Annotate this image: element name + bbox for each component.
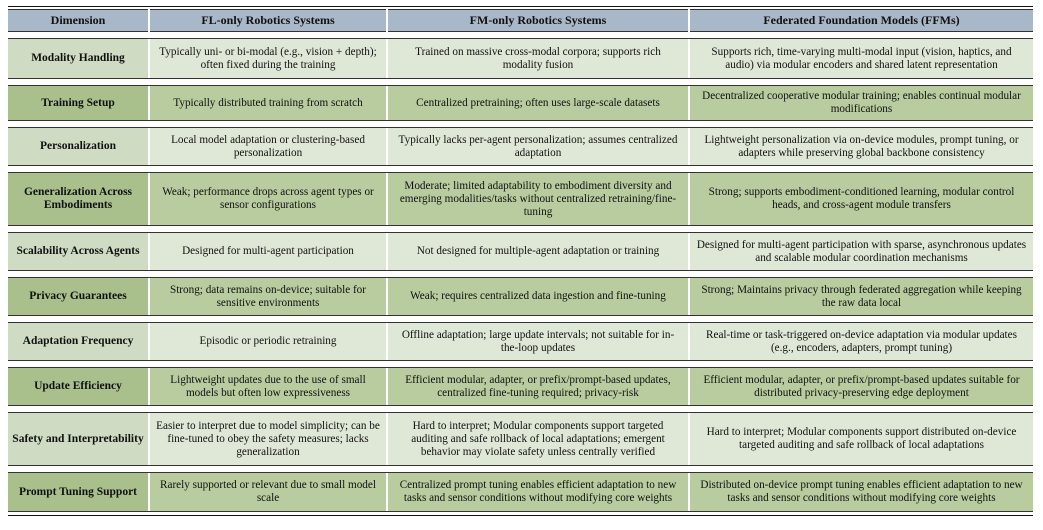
row-dimension: Prompt Tuning Support — [8, 473, 148, 511]
row-dimension: Training Setup — [8, 86, 148, 120]
header-fm-only: FM-only Robotics Systems — [388, 9, 688, 32]
cell-fl: Designed for multi-agent participation — [150, 233, 386, 270]
table-row — [8, 232, 1033, 271]
cell-fm: Centralized pretraining; often uses large-scale datasets — [388, 86, 688, 120]
row-dimension: Update Efficiency — [8, 368, 148, 405]
table-row — [8, 322, 1033, 361]
cell-fl: Typically distributed training from scratch — [150, 86, 386, 120]
table-row — [8, 172, 1033, 226]
header-ffm: Federated Foundation Models (FFMs) — [690, 9, 1033, 32]
table-row — [8, 127, 1033, 166]
cell-ffm: Strong; supports embodiment-conditioned learning, modular control heads, and cross-agent module transfers — [690, 173, 1033, 225]
cell-ffm: Designed for multi-agent participation with sparse, asynchronous updates and scalable modular coordination mechanisms — [690, 233, 1033, 270]
header-dimension: Dimension — [8, 9, 148, 32]
row-dimension: Privacy Guarantees — [8, 278, 148, 315]
row-dimension: Safety and Interpretability — [8, 413, 148, 465]
table-row — [8, 277, 1033, 316]
table-row — [8, 412, 1033, 466]
cell-fl: Episodic or periodic retraining — [150, 323, 386, 360]
table-row — [8, 472, 1033, 512]
table-row — [8, 367, 1033, 406]
cell-ffm: Hard to interpret; Modular components support distributed on-device targeted auditing and safe rollback of local adaptations — [690, 413, 1033, 465]
table-bottom-rule — [8, 515, 1033, 516]
cell-ffm: Lightweight personalization via on-device modules, prompt tuning, or adapters while preserving global backbone consistency — [690, 128, 1033, 165]
cell-fm: Not designed for multiple-agent adaptation or training — [388, 233, 688, 270]
row-dimension: Generalization Across Embodiments — [8, 173, 148, 225]
row-dimension: Modality Handling — [8, 39, 148, 78]
table-row — [8, 85, 1033, 121]
cell-fm: Centralized prompt tuning enables efficient adaptation to new tasks and sensor conditions without modifying core weights — [388, 473, 688, 511]
row-dimension: Personalization — [8, 128, 148, 165]
cell-fm: Offline adaptation; large update intervals; not suitable for in-the-loop updates — [388, 323, 688, 360]
cell-fl: Weak; performance drops across agent types or sensor configurations — [150, 173, 386, 225]
cell-ffm: Decentralized cooperative modular training; enables continual modular modifications — [690, 86, 1033, 120]
cell-ffm: Efficient modular, adapter, or prefix/prompt-based updates suitable for distributed privacy-preserving edge deployment — [690, 368, 1033, 405]
row-dimension: Adaptation Frequency — [8, 323, 148, 360]
cell-fm: Moderate; limited adaptability to embodiment diversity and emerging modalities/tasks without centralized retraining/fine-tuning — [388, 173, 688, 225]
cell-fm: Trained on massive cross-modal corpora; supports rich modality fusion — [388, 39, 688, 78]
cell-fl: Lightweight updates due to the use of small models but often low expressiveness — [150, 368, 386, 405]
cell-ffm: Strong; Maintains privacy through federated aggregation while keeping the raw data local — [690, 278, 1033, 315]
cell-fm: Typically lacks per-agent personalization; assumes centralized adaptation — [388, 128, 688, 165]
cell-ffm: Real-time or task-triggered on-device adaptation via modular updates (e.g., encoders, adapters, prompt tuning) — [690, 323, 1033, 360]
cell-ffm: Supports rich, time-varying multi-modal input (vision, haptics, and audio) via modular encoders and shared latent representation — [690, 39, 1033, 78]
comparison-table — [8, 6, 1033, 516]
cell-fl: Rarely supported or relevant due to small model scale — [150, 473, 386, 511]
cell-fl: Strong; data remains on-device; suitable for sensitive environments — [150, 278, 386, 315]
cell-fl: Typically uni- or bi-modal (e.g., vision + depth); often fixed during the training — [150, 39, 386, 78]
table-row — [8, 38, 1033, 79]
cell-fl: Easier to interpret due to model simplicity; can be fine-tuned to obey the safety measures; lacks generalization — [150, 413, 386, 465]
cell-fm: Efficient modular, adapter, or prefix/prompt-based updates, centralized fine-tuning required; privacy-risk — [388, 368, 688, 405]
table-top-rule — [8, 6, 1033, 7]
cell-fm: Weak; requires centralized data ingestion and fine-tuning — [388, 278, 688, 315]
table-header-row — [8, 9, 1033, 32]
cell-fm: Hard to interpret; Modular components support targeted auditing and safe rollback of local adaptations; emergent behavior may violate safety unless centrally verified — [388, 413, 688, 465]
header-fl-only: FL-only Robotics Systems — [150, 9, 386, 32]
cell-ffm: Distributed on-device prompt tuning enables efficient adaptation to new tasks and sensor conditions without modifying core weights — [690, 473, 1033, 511]
row-dimension: Scalability Across Agents — [8, 233, 148, 270]
cell-fl: Local model adaptation or clustering-based personalization — [150, 128, 386, 165]
